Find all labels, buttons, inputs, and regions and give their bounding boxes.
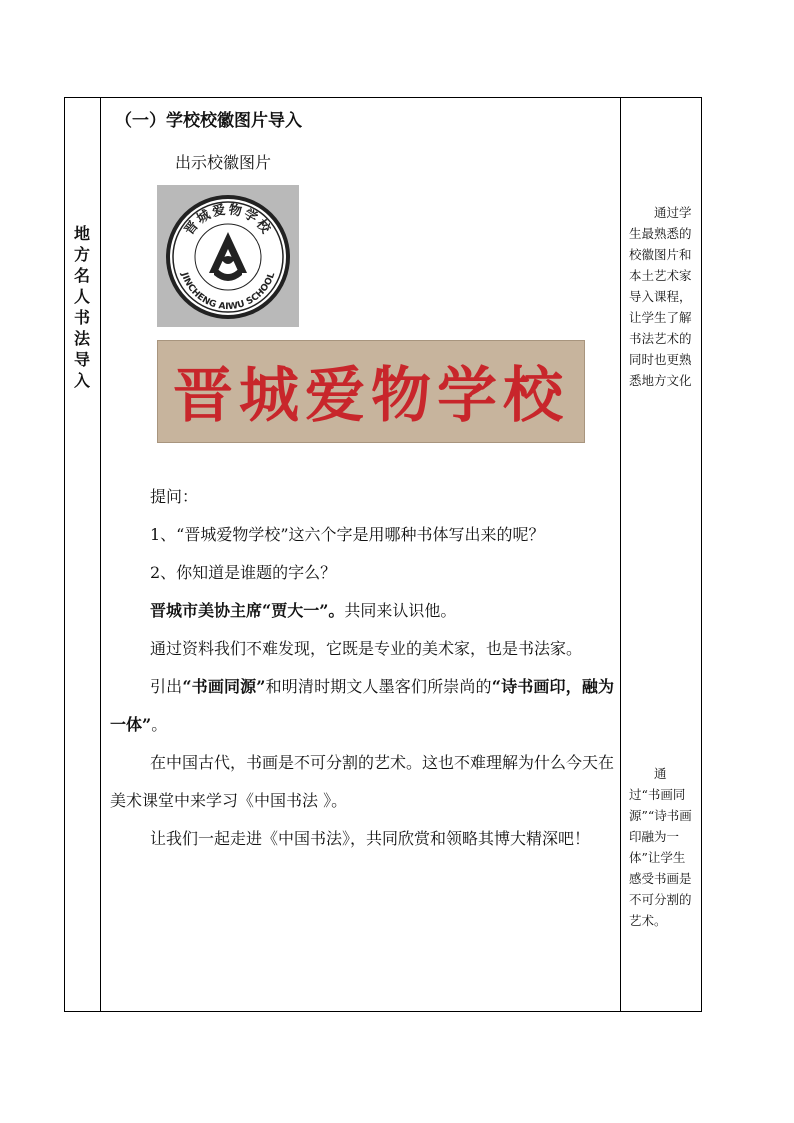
question-2: 2、你知道是谁题的字么？ xyxy=(150,563,337,582)
subtitle: 出示校徽图片 xyxy=(175,153,272,172)
calligraphy-text: 晋城爱物学校 xyxy=(173,361,569,431)
lesson-table xyxy=(64,97,702,1012)
stage-title: 地方名人书法导入 xyxy=(73,224,90,390)
question-label: 提问： xyxy=(150,487,199,506)
quote-mid: 和明清时期文人墨客们所崇尚的 xyxy=(265,677,492,696)
quote-end: 。 xyxy=(151,715,168,734)
together-paragraph: 让我们一起走进《中国书法》，共同欣赏和领略其博大精深吧！ xyxy=(150,829,591,848)
quote-bold-2: “诗书画印，融为一体” xyxy=(110,677,614,734)
right-column xyxy=(621,98,701,1011)
lesson-body xyxy=(110,478,614,858)
calligraphy-banner-image xyxy=(157,340,585,443)
discover-paragraph: 通过资料我们不难发现，它既是专业的美术家，也是书法家。 xyxy=(150,639,583,658)
section-title: （一）学校校徽图片导入 xyxy=(115,111,302,131)
left-column xyxy=(65,98,100,1011)
quote-pre: 引出 xyxy=(150,677,183,696)
school-badge-image xyxy=(157,185,299,327)
answer-tail: 共同来认识他。 xyxy=(344,601,457,620)
question-1: 1、“晋城爱物学校”这六个字是用哪种书体写出来的呢？ xyxy=(150,525,545,544)
main-column xyxy=(101,98,620,1011)
badge-english-text: JINCHENG AIWU SCHOOL xyxy=(178,271,278,313)
badge-arc-text: 晋城爱物学校 xyxy=(181,202,275,239)
quote-paragraph xyxy=(110,668,614,744)
calligraphy-plaque xyxy=(157,340,585,443)
note2-lead: 通过 xyxy=(629,766,667,802)
answer-paragraph xyxy=(110,592,614,630)
design-note-1 xyxy=(629,202,695,391)
note2-body: “书画同源”“诗书画印融为一体”让学生感受书画是不可分割的艺术。 xyxy=(629,787,692,928)
note1-lead: 通过 xyxy=(654,205,680,220)
answer-bold: 晋城市美协主席“贾大一”。 xyxy=(150,601,345,620)
quote-bold-1: “书画同源” xyxy=(182,677,266,696)
school-badge-logo xyxy=(157,185,299,327)
design-note-2 xyxy=(629,763,695,931)
note1-body: 学生最熟悉的校徽图片和本土艺术家导入课程，让学生了解书法艺术的同时也更熟悉地方文化 xyxy=(629,205,692,388)
ancient-paragraph: 在中国古代，书画是不可分割的艺术。这也不难理解为什么今天在美术课堂中来学习《中国书法 》。 xyxy=(110,753,615,810)
